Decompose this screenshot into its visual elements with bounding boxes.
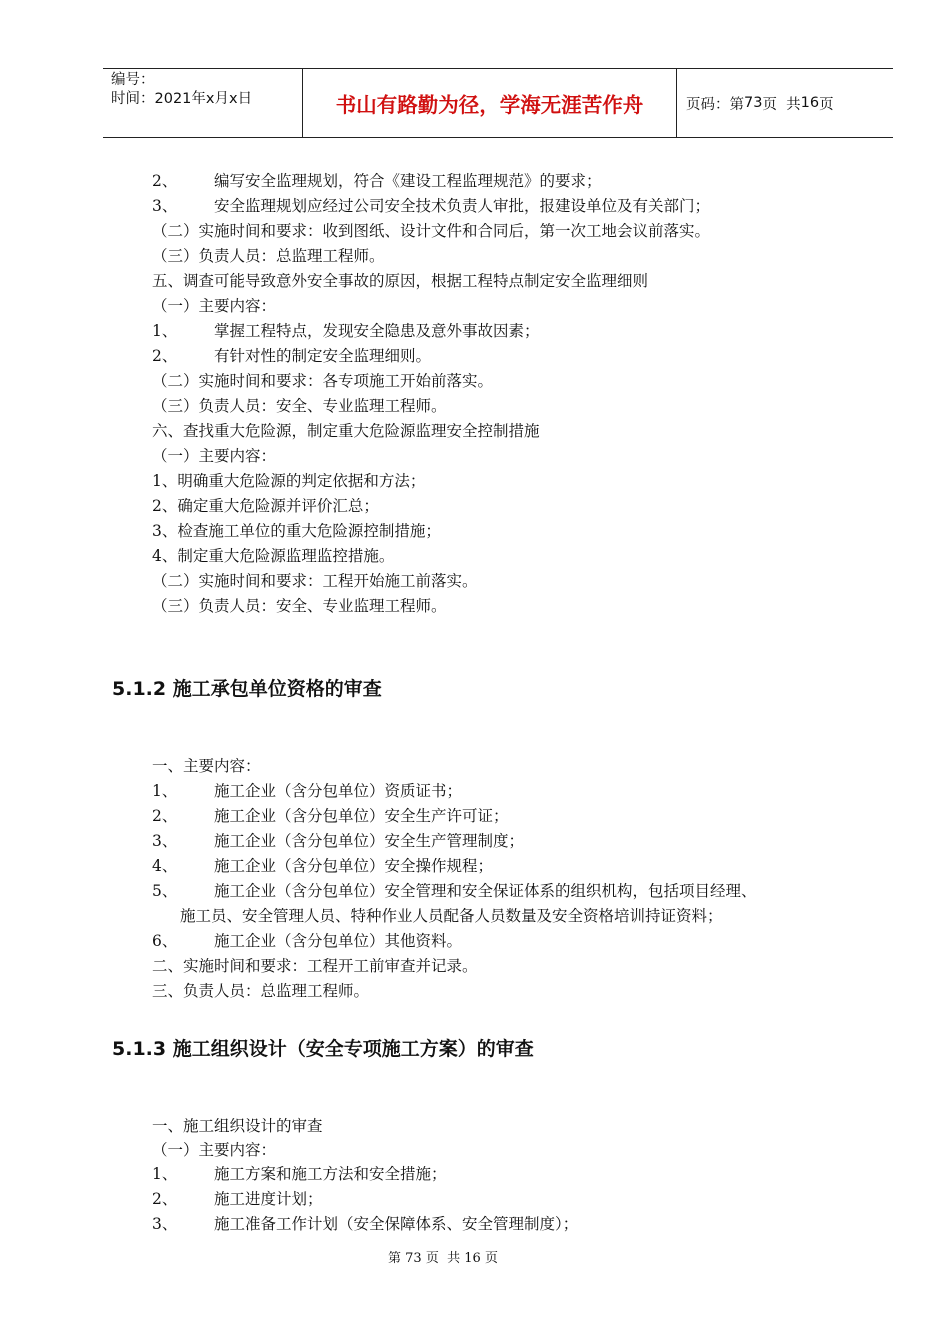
footer-mid: 页 共 <box>425 1251 461 1266</box>
header-page-total: 16 <box>800 95 820 111</box>
body-line: （二）实施时间和要求：各专项施工开始前落实。 <box>152 372 494 390</box>
body-line: 1、 施工方案和施工方法和安全措施； <box>152 1165 447 1183</box>
body-line: 3、 施工准备工作计划（安全保障体系、安全管理制度）； <box>152 1215 579 1233</box>
body-line: （二）实施时间和要求：工程开始施工前落实。 <box>152 572 478 590</box>
body-line: 二、实施时间和要求：工程开工前审查并记录。 <box>152 957 478 975</box>
section-heading-5-1-3: 5.1.3 施工组织设计（安全专项施工方案）的审查 <box>112 1038 534 1060</box>
body-line: 1、 掌握工程特点，发现安全隐患及意外事故因素； <box>152 322 540 340</box>
footer-page-total: 16 <box>464 1251 481 1266</box>
body-line: 施工员、安全管理人员、特种作业人员配备人员数量及安全资格培训持证资料； <box>180 907 723 925</box>
body-line: 3、 安全监理规划应经过公司安全技术负责人审批，报建设单位及有关部门； <box>152 197 711 215</box>
footer-prefix: 第 <box>388 1251 402 1266</box>
body-line: 2、 编写安全监理规划，符合《建设工程监理规范》的要求； <box>152 172 602 190</box>
body-line: 一、施工组织设计的审查 <box>152 1117 323 1135</box>
body-line: （三）负责人员：安全、专业监理工程师。 <box>152 597 447 615</box>
body-line: （三）负责人员：总监理工程师。 <box>152 247 385 265</box>
header-page-num: 73 <box>744 95 763 111</box>
body-line: 1、 施工企业（含分包单位）资质证书； <box>152 782 463 800</box>
body-line: （三）负责人员：安全、专业监理工程师。 <box>152 397 447 415</box>
header-time-label: 时间：2021年x月x日 <box>111 91 253 107</box>
section-heading-5-1-2: 5.1.2 施工承包单位资格的审查 <box>112 678 382 700</box>
body-line: 五、调查可能导致意外安全事故的原因，根据工程特点制定安全监理细则 <box>152 272 649 290</box>
header-page-suffix: 页 <box>819 96 834 113</box>
body-line: 3、检查施工单位的重大危险源控制措施； <box>152 522 441 540</box>
body-line: 2、确定重大危险源并评价汇总； <box>152 497 379 515</box>
footer-page-num: 73 <box>405 1251 422 1266</box>
body-line: 2、 有针对性的制定安全监理细则。 <box>152 347 432 365</box>
header-page-prefix: 页码：第 <box>686 96 744 113</box>
body-line: 5、 施工企业（含分包单位）安全管理和安全保证体系的组织机构，包括项目经理、 <box>152 882 757 900</box>
body-line: （二）实施时间和要求：收到图纸、设计文件和合同后，第一次工地会议前落实。 <box>152 222 711 240</box>
page-footer <box>0 1247 950 1266</box>
body-line: 2、 施工企业（含分包单位）安全生产许可证； <box>152 807 509 825</box>
page-header <box>103 68 893 138</box>
header-page-info <box>677 69 893 137</box>
body-line: 一、主要内容： <box>152 757 261 775</box>
body-line: 4、制定重大危险源监理监控措施。 <box>152 547 395 565</box>
footer-suffix: 页 <box>484 1251 498 1266</box>
body-line: 三、负责人员：总监理工程师。 <box>152 982 370 1000</box>
header-number-label: 编号： <box>111 72 155 88</box>
header-motto: 书山有路勤为径，学海无涯苦作舟 <box>303 69 677 137</box>
body-line: 六、查找重大危险源，制定重大危险源监理安全控制措施 <box>152 422 540 440</box>
body-line: （一）主要内容： <box>152 447 277 465</box>
header-meta <box>103 69 303 137</box>
body-line: 3、 施工企业（含分包单位）安全生产管理制度； <box>152 832 525 850</box>
body-line: 4、 施工企业（含分包单位）安全操作规程； <box>152 857 494 875</box>
body-line: （一）主要内容： <box>152 297 277 315</box>
body-line: （一）主要内容： <box>152 1141 277 1159</box>
header-page-mid: 页 共 <box>762 96 801 113</box>
body-line: 1、明确重大危险源的判定依据和方法； <box>152 472 426 490</box>
body-line: 2、 施工进度计划； <box>152 1190 323 1208</box>
body-line: 6、 施工企业（含分包单位）其他资料。 <box>152 932 463 950</box>
